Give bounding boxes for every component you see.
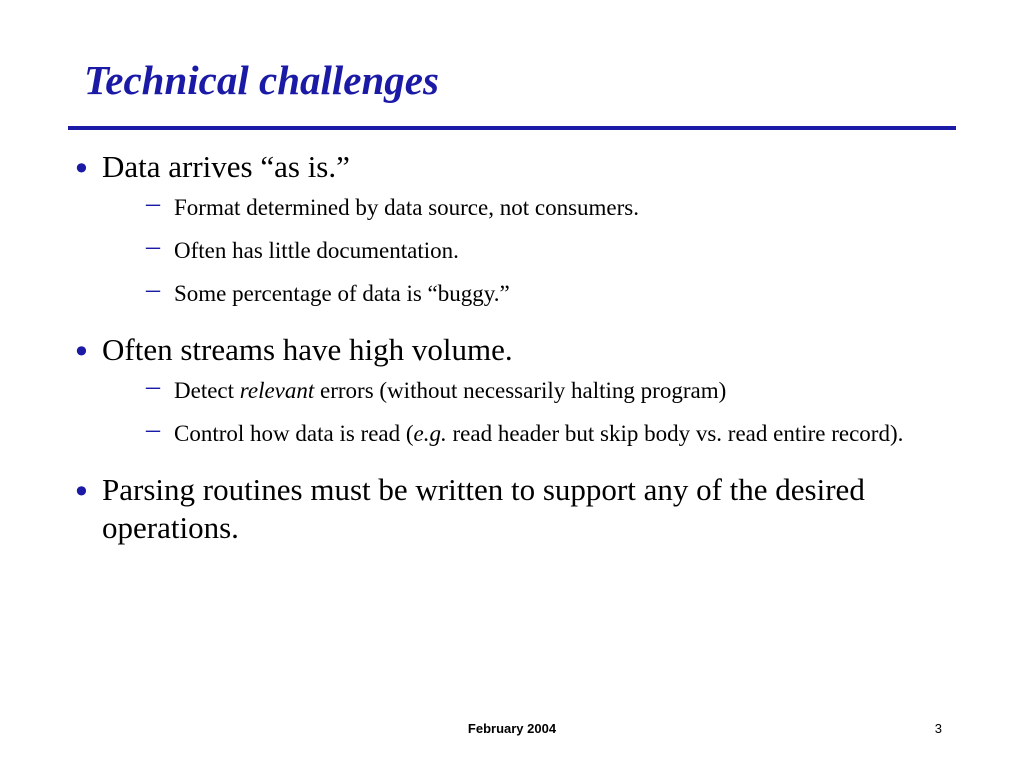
sub-text-part: errors (without necessarily halting program) (314, 378, 727, 403)
sub-item (102, 274, 952, 309)
sub-text: Often has little documentation. (174, 238, 459, 263)
bullet-icon: • (72, 150, 91, 188)
dash-icon: – (146, 231, 160, 262)
sub-list (102, 371, 952, 449)
bullet-item (72, 471, 952, 547)
bullet-item (72, 148, 952, 309)
bullet-text: Often streams have high volume. (102, 332, 513, 367)
slide-title: Technical challenges (84, 57, 439, 103)
footer-date: February 2004 (467, 721, 557, 736)
bullet-item (72, 331, 952, 449)
bullet-icon: • (72, 333, 91, 371)
dash-icon: – (146, 371, 160, 402)
bullet-text: Parsing routines must be written to support any of the desired operations. (102, 472, 865, 545)
sub-list (102, 188, 952, 309)
sub-item (102, 414, 952, 449)
sub-text-part: Control how data is read ( (174, 421, 414, 446)
dash-icon: – (146, 274, 160, 305)
bullet-icon: • (72, 473, 91, 511)
sub-text: Some percentage of data is “buggy.” (174, 281, 510, 306)
sub-text-part: Detect (174, 378, 240, 403)
sub-text-part: read header but skip body vs. read entire record). (446, 421, 904, 446)
sub-item (102, 231, 952, 266)
bullet-text: Data arrives “as is.” (102, 149, 350, 184)
page-number: 3 (934, 721, 942, 736)
sub-text (174, 375, 952, 406)
sub-text-emphasis: relevant (239, 378, 315, 403)
title-divider (68, 126, 956, 130)
dash-icon: – (146, 414, 160, 445)
sub-item (102, 188, 952, 223)
dash-icon: – (146, 188, 160, 219)
sub-text: Format determined by data source, not consumers. (174, 195, 639, 220)
sub-text (174, 418, 952, 449)
sub-text-emphasis: e.g. (413, 421, 447, 446)
slide-content (72, 148, 952, 547)
sub-item (102, 371, 952, 406)
